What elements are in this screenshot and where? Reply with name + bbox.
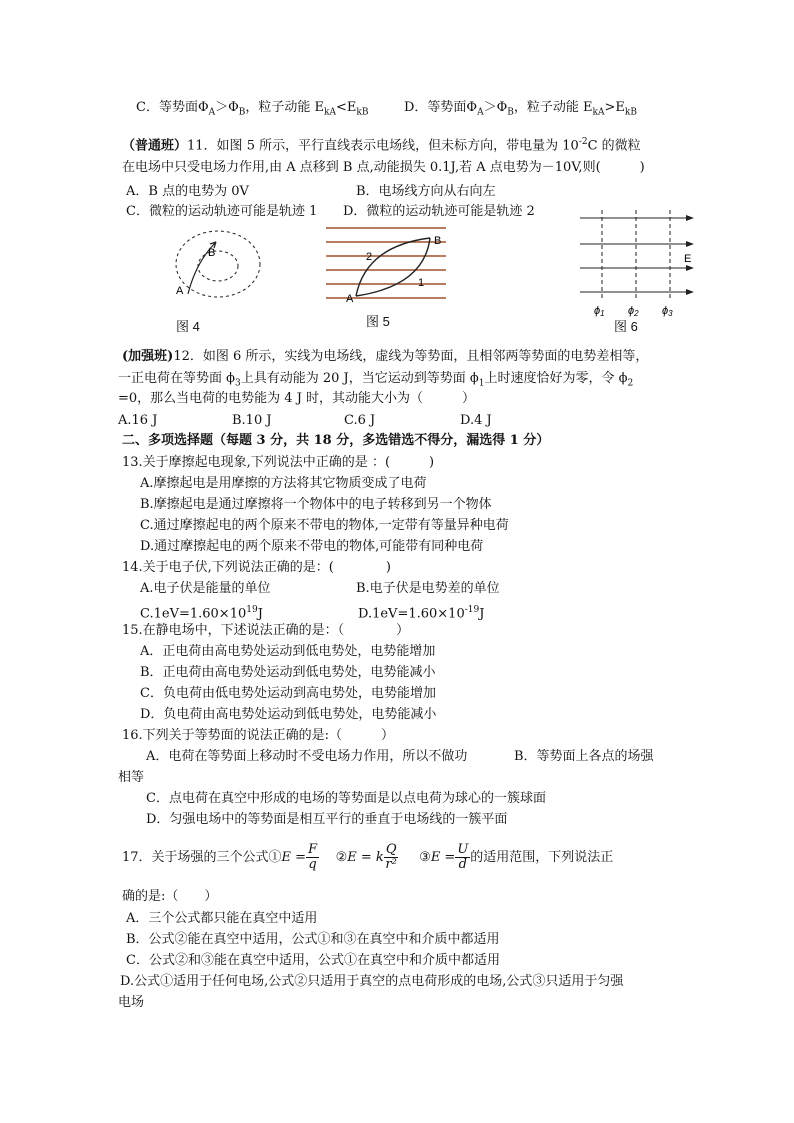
- fig6-phi2: ϕ2: [628, 305, 639, 318]
- q12-option-b: B.10 J: [232, 413, 272, 428]
- q12-stem-line1: (加强班)12．如图 6 所示，实线为电场线，虚线为等势面，且相邻两等势面的电势差相等，: [122, 349, 649, 364]
- formula-2-fraction: $\frac{Q}{\text{r²}}$: [385, 842, 397, 872]
- q14-stem: 14.关于电子伏,下列说法正确的是：( ): [122, 560, 391, 575]
- q11-stem-line1: （普通班）11．如图 5 所示，平行直线表示电场线，但未标方向，带电量为 $10^{-2}C$ 的微粒: [122, 137, 641, 154]
- q16-option-c: C．点电荷在真空中形成的电场的等势面是以点电荷为球心的一簇球面: [146, 791, 546, 806]
- q14-option-a: A.电子伏是能量的单位: [140, 581, 271, 596]
- q10-option-d: D．等势面$\Phi_A>\Phi_B$，粒子动能 $E_{kA}>E_{kB}$: [404, 100, 637, 118]
- fig4-caption: 图 4: [176, 319, 200, 334]
- q17-option-d-line2: 电场: [118, 995, 145, 1010]
- q14-option-b: B.电子伏是电势差的单位: [356, 581, 500, 596]
- q11-class-tag: （普通班）: [122, 138, 188, 154]
- q12-option-d: D.4 J: [460, 413, 492, 428]
- section-2-heading: 二、多项选择题（每题 3 分，共 18 分，多选错选不得分，漏选得 1 分）: [122, 433, 550, 448]
- q12-option-c: C.6 J: [344, 413, 376, 428]
- q11-option-b: B．电场线方向从右向左: [356, 184, 496, 199]
- q17-option-b: B．公式②能在真空中适用，公式①和③在真空中和介质中都适用: [126, 932, 500, 947]
- fig6-label-e: E: [684, 253, 692, 265]
- q15-option-a: A．正电荷由高电势处运动到低电势处，电势能增加: [140, 644, 436, 659]
- q17-stem-line1: 17．关于场强的三个公式①E = $\frac{F}{q}$ ②E = k $\frac{Q}{\text{r²}}$ ③E = $\frac{U}{d}$ 的适用范围，下列说法正: [122, 842, 614, 872]
- q13-option-d: D.通过摩擦起电的两个原来不带电的物体,可能带有同种电荷: [140, 539, 484, 554]
- q11-option-d: D．微粒的运动轨迹可能是轨迹 2: [343, 204, 535, 219]
- q13-stem: 13.关于摩擦起电现象,下列说法中正确的是 ：( ): [122, 455, 435, 470]
- q16-option-a: A．电荷在等势面上移动时不受电场力作用，所以不做功: [146, 749, 468, 764]
- q15-option-b: B．正电荷由高电势处运动到低电势处，电势能减小: [140, 665, 436, 680]
- q11-option-a: A．B 点的电势为 0V: [126, 184, 249, 199]
- q14-option-d: $D.1eV=1.60\times 10^{-19}J$: [358, 605, 485, 622]
- q17-option-d-line1: D.公式①适用于任何电场,公式②只适用于真空的点电荷形成的电场,公式③只适用于匀强: [120, 974, 624, 989]
- q10-option-c: C．等势面$\Phi_A>\Phi_B$，粒子动能 $E_{kA}<E_{kB}$: [136, 100, 369, 118]
- q11-stem-line2: 在电场中只受电场力作用,由 A 点移到 B 点,动能损失 0.1J,若 A 点电势为－10V,则( ): [122, 160, 645, 175]
- q16-option-b-line1: B．等势面上各点的场强: [514, 749, 654, 764]
- formula-1-fraction: $\frac{F}{q}$: [308, 842, 318, 872]
- q12-option-a: A.16 J: [118, 413, 158, 428]
- q12-stem-line3: =0，那么当电荷的电势能为 4 J 时，其动能大小为（ ）: [118, 391, 476, 406]
- figure-5: [326, 224, 450, 308]
- q12-class-tag: (加强班): [122, 349, 174, 364]
- q15-option-d: D．负电荷由高电势处运动到低电势处，电势能减小: [140, 707, 437, 722]
- fig4-label-b: B: [208, 247, 216, 259]
- formula-3-fraction: $\frac{U}{d}$: [457, 842, 469, 872]
- q13-option-b: B.摩擦起电是通过摩擦将一个物体中的电子转移到另一个物体: [140, 497, 492, 512]
- fig4-label-a: A: [176, 285, 184, 297]
- q12-stem-line2: 一正电荷在等势面 $\phi_3$上具有动能为 20 J，当它运动到等势面 $\phi_1$上时速度恰好为零，令 $\phi_2$: [118, 371, 634, 389]
- q16-option-b-line2: 相等: [118, 770, 145, 785]
- q13-option-c: C.通过摩擦起电的两个原来不带电的物体,一定带有等量异种电荷: [140, 518, 509, 533]
- q17-option-c: C．公式②和③能在真空中适用，公式①在真空中和介质中都适用: [126, 953, 500, 968]
- fig6-phi1: ϕ1: [594, 305, 605, 318]
- figure-6: [574, 208, 698, 320]
- q15-stem: 15.在静电场中，下述说法正确的是：（ ）: [122, 623, 410, 638]
- fig5-label-a: A: [346, 293, 354, 305]
- fig5-track-2: 2: [366, 251, 373, 263]
- q15-option-c: C．负电荷由低电势处运动到高电势处，电势能增加: [140, 686, 436, 701]
- q16-option-d: D．匀强电场中的等势面是相互平行的垂直于电场线的一簇平面: [146, 812, 508, 827]
- q16-stem: 16.下列关于等势面的说法正确的是:（ ）: [122, 728, 395, 743]
- fig6-caption: 图 6: [614, 319, 638, 334]
- q17-option-a: A．三个公式都只能在真空中适用: [126, 911, 318, 926]
- fig5-caption: 图 5: [366, 314, 390, 329]
- fig5-label-b: B: [434, 235, 442, 247]
- fig6-phi3: ϕ3: [662, 305, 673, 318]
- figure-4: [170, 222, 270, 302]
- q14-option-c: $C.1eV=1.60\times 10^{19}J$: [140, 605, 263, 622]
- q13-option-a: A.摩擦起电是用摩擦的方法将其它物质变成了电荷: [140, 476, 427, 491]
- q17-stem-line2: 确的是:（ ）: [122, 889, 218, 904]
- fig5-track-1: 1: [418, 277, 425, 289]
- q11-option-c: C．微粒的运动轨迹可能是轨迹 1: [126, 204, 318, 219]
